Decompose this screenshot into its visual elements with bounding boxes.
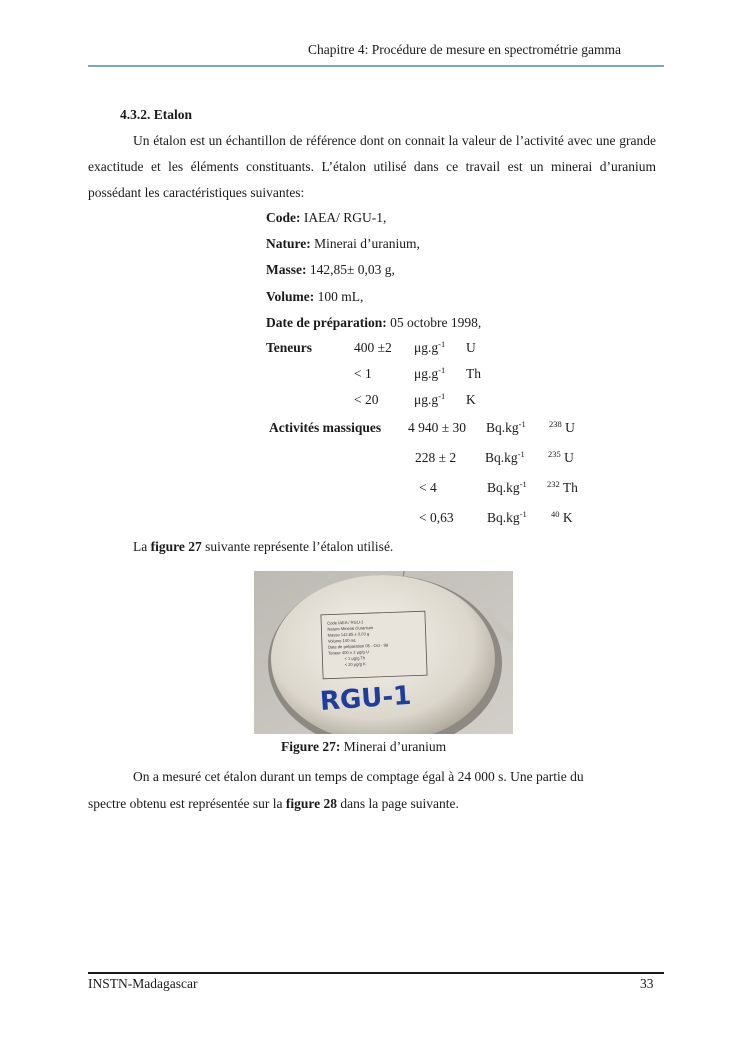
figure-caption — [281, 739, 446, 755]
intro-paragraph: Un étalon est un échantillon de référence dont on connait la valeur de l’activité avec une grande exactitude et les éléments constituants. L’étalon utilisé dans ce travail est un minerai d’uranium possédant les caractéristiques suivantes: — [88, 133, 656, 200]
header-rule — [88, 65, 664, 67]
activite-value: 4 940 ± 30 — [408, 420, 467, 435]
activite-isotope: $^{232}$ Th — [547, 479, 578, 495]
spec-date-label: Date de préparation: — [266, 315, 387, 330]
teneur-element: Th — [466, 366, 481, 381]
activite-unit: $Bq.kg^{-1}$ — [487, 509, 527, 525]
closing-line-1: On a mesuré cet étalon durant un temps de comptage égal à 24 000 s. Une partie du — [133, 769, 584, 784]
jar-label-line: Code IAEA / RGU-1 — [327, 619, 364, 626]
jar-label-line: Teneur 400 ± 2 μg/g U — [328, 649, 369, 656]
footer-rule — [88, 972, 664, 974]
teneur-value: < 1 — [354, 366, 372, 381]
section-heading: 4.3.2. Etalon — [120, 107, 193, 122]
activite-unit: $Bq.kg^{-1}$ — [485, 449, 525, 465]
jar-label-line: Masse 142,85 ± 0,03 g — [327, 631, 370, 638]
teneur-unit: $\mu g.g^{-1}$ — [414, 339, 446, 355]
teneur-unit: $\mu g.g^{-1}$ — [414, 391, 446, 407]
teneur-value: < 20 — [354, 392, 379, 407]
activite-isotope: $^{40}$ K — [551, 509, 573, 525]
jar-handwriting: RGU-1 — [319, 680, 413, 718]
spec-nature-value: Minerai d’uranium, — [314, 236, 420, 251]
closing-line-2: spectre obtenu est représentée sur la figure 28 dans la page suivante. — [88, 796, 459, 811]
spec-code-label: Code: — [266, 210, 301, 225]
activites-label: Activités massiques — [269, 420, 382, 435]
spec-volume — [266, 289, 363, 305]
jar-label-line: Nature Minerai d'uranium — [327, 625, 374, 632]
page-number: 33 — [640, 976, 654, 991]
jar-label-line: Date de préparation 05 - Oct - 98 — [327, 642, 389, 650]
footer-institution: INSTN-Madagascar — [88, 976, 198, 991]
teneur-element: K — [466, 392, 476, 407]
jar-label-line: < 20 μg/g K — [344, 661, 366, 668]
spec-code-value: IAEA/ RGU-1, — [303, 210, 387, 225]
spec-code — [266, 210, 386, 226]
figure-photo — [254, 571, 513, 734]
jar-label-line: < 1 μg/g Th — [344, 655, 366, 662]
figure-caption-label: Figure 27: — [281, 739, 341, 754]
spec-volume-label: Volume: — [266, 289, 315, 304]
teneurs-label: Teneurs — [266, 340, 313, 355]
figure-28-ref: figure 28 — [285, 796, 338, 811]
activite-isotope: $^{235}$ U — [548, 449, 574, 465]
spec-masse-label: Masse: — [266, 262, 307, 277]
activite-value: < 0,63 — [419, 510, 454, 525]
activite-value: < 4 — [419, 480, 437, 495]
teneur-value: 400 ±2 — [354, 340, 392, 355]
teneur-element: U — [466, 340, 476, 355]
figure-intro: La figure 27 suivante représente l’étalon utilisé. — [133, 539, 394, 554]
jar-photo-svg — [254, 571, 513, 734]
spec-masse-value: 142,85± 0,03 g, — [309, 262, 395, 277]
spec-date — [266, 315, 481, 331]
activite-unit: $Bq.kg^{-1}$ — [487, 479, 527, 495]
teneur-unit: $\mu g.g^{-1}$ — [414, 365, 446, 381]
activite-value: 228 ± 2 — [415, 450, 457, 465]
activite-unit: $Bq.kg^{-1}$ — [486, 419, 526, 435]
activite-isotope: $^{238}$ U — [549, 419, 575, 435]
figure-27-ref: figure 27 — [150, 539, 202, 554]
chapter-header: Chapitre 4: Procédure de mesure en spectrométrie gamma — [308, 42, 622, 57]
spec-nature — [266, 236, 420, 252]
spec-masse — [266, 262, 395, 278]
spec-volume-value: 100 mL, — [317, 289, 364, 304]
figure-caption-text: Minerai d’uranium — [343, 739, 447, 754]
spec-nature-label: Nature: — [266, 236, 311, 251]
jar-label-line: Volume 100 mL — [327, 637, 357, 644]
spec-date-value: 05 octobre 1998, — [390, 315, 482, 330]
